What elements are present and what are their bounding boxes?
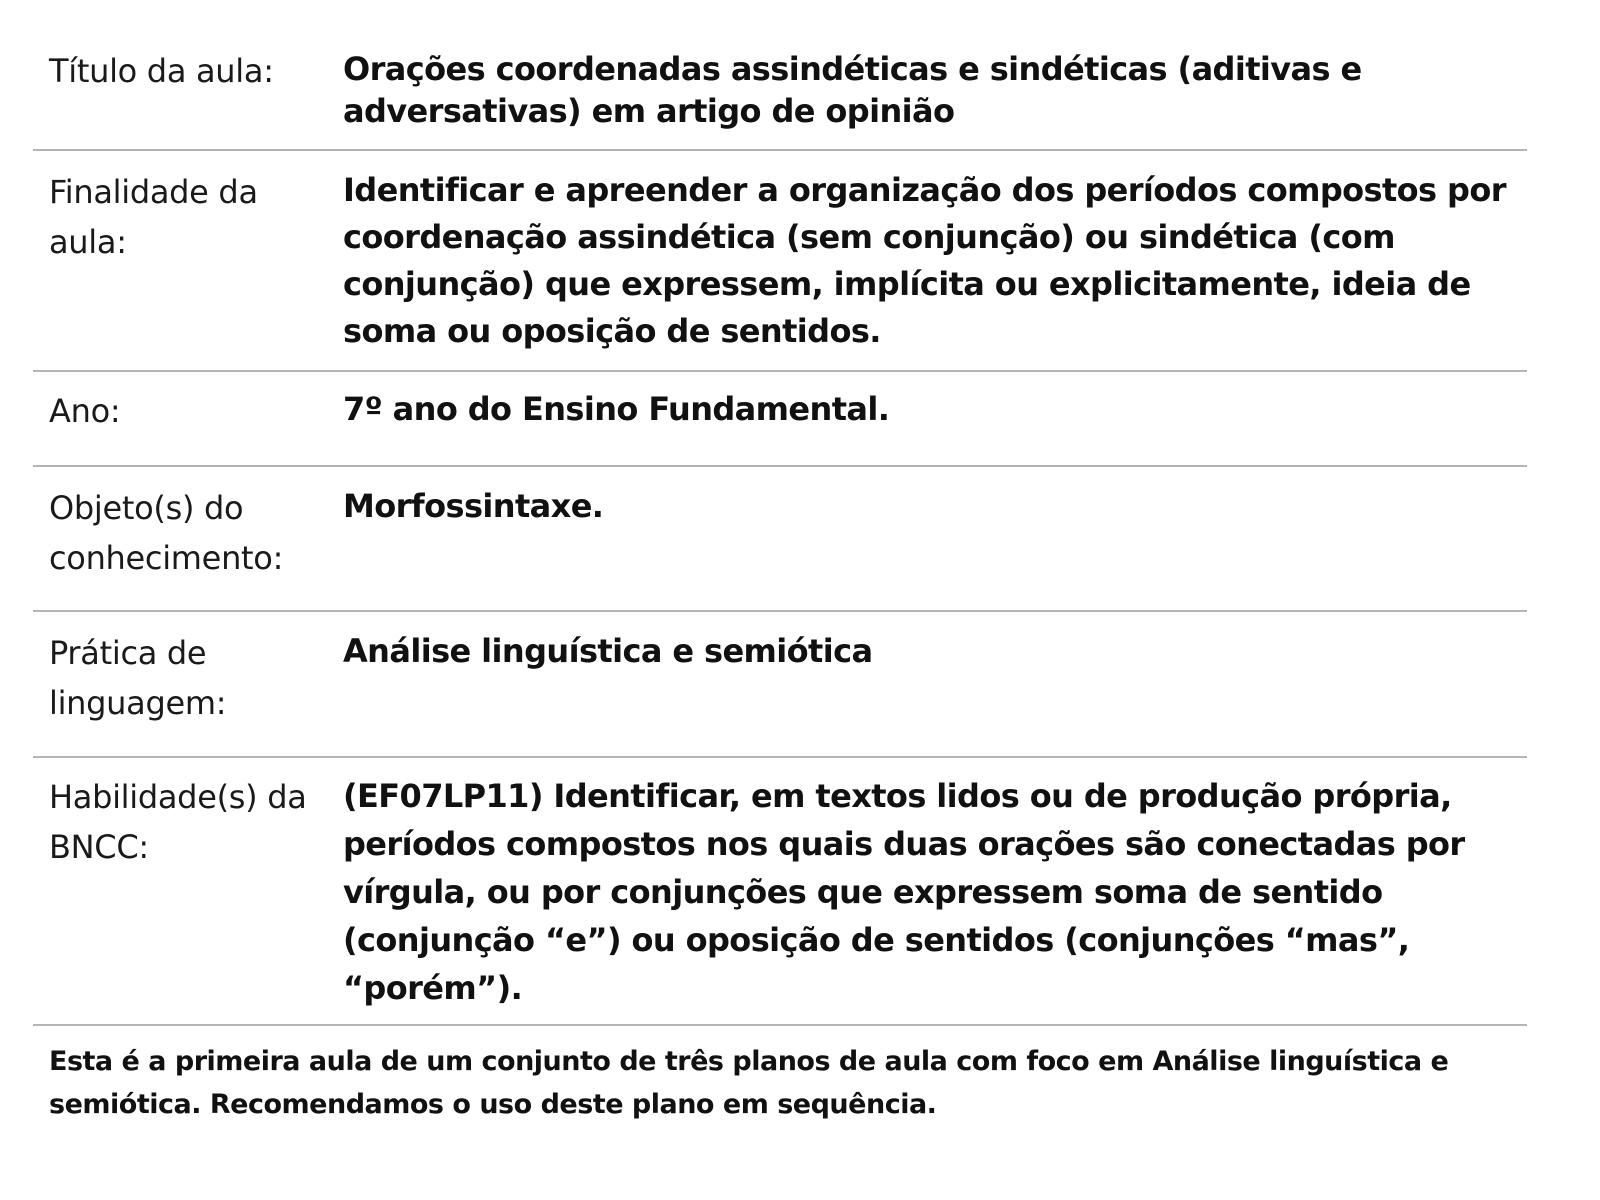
row-school-year: [33, 372, 1527, 467]
row-language-practice: [33, 612, 1527, 758]
knowledge-objects-value: Morfossintaxe.: [343, 487, 604, 525]
lesson-purpose-value: Identificar e apreender a organização dos períodos compostos por coordenação assindética (sem conjunção) ou sindética (com conjunção) que expressem, implícita ou explicitamente, ideia de soma ou oposição de sentidos.: [343, 171, 1506, 350]
language-practice-label: Prática de linguagem:: [49, 634, 227, 722]
row-knowledge-objects: [33, 467, 1527, 612]
lesson-title-value: Orações coordenadas assindéticas e sindéticas (aditivas e adversativas) em artigo de opinião: [343, 50, 1362, 130]
row-lesson-purpose: [33, 151, 1527, 372]
lesson-plan-document: [33, 0, 1527, 1126]
lesson-purpose-label: Finalidade da aula:: [49, 173, 258, 261]
school-year-value: 7º ano do Ensino Fundamental.: [343, 390, 890, 428]
bncc-skills-label: Habilidade(s) da BNCC:: [49, 778, 307, 866]
bncc-skills-value: (EF07LP11) Identificar, em textos lidos ou de produção própria, períodos compostos nos quais duas orações são conectadas por vírgula, ou por conjunções que expressem soma de sentido (conjunção “e”) ou oposição de sentidos (conjunções “mas”, “porém”).: [343, 777, 1465, 1007]
row-lesson-title: [33, 0, 1527, 151]
sequence-footnote: Esta é a primeira aula de um conjunto de três planos de aula com foco em Análise linguística e semiótica. Recomendamos o uso deste plano em sequência.: [49, 1046, 1449, 1120]
language-practice-value: Análise linguística e semiótica: [343, 632, 873, 670]
school-year-label: Ano:: [49, 392, 121, 430]
row-bncc-skills: [33, 758, 1527, 1026]
lesson-title-label: Título da aula:: [49, 52, 274, 90]
knowledge-objects-label: Objeto(s) do conhecimento:: [49, 489, 284, 577]
